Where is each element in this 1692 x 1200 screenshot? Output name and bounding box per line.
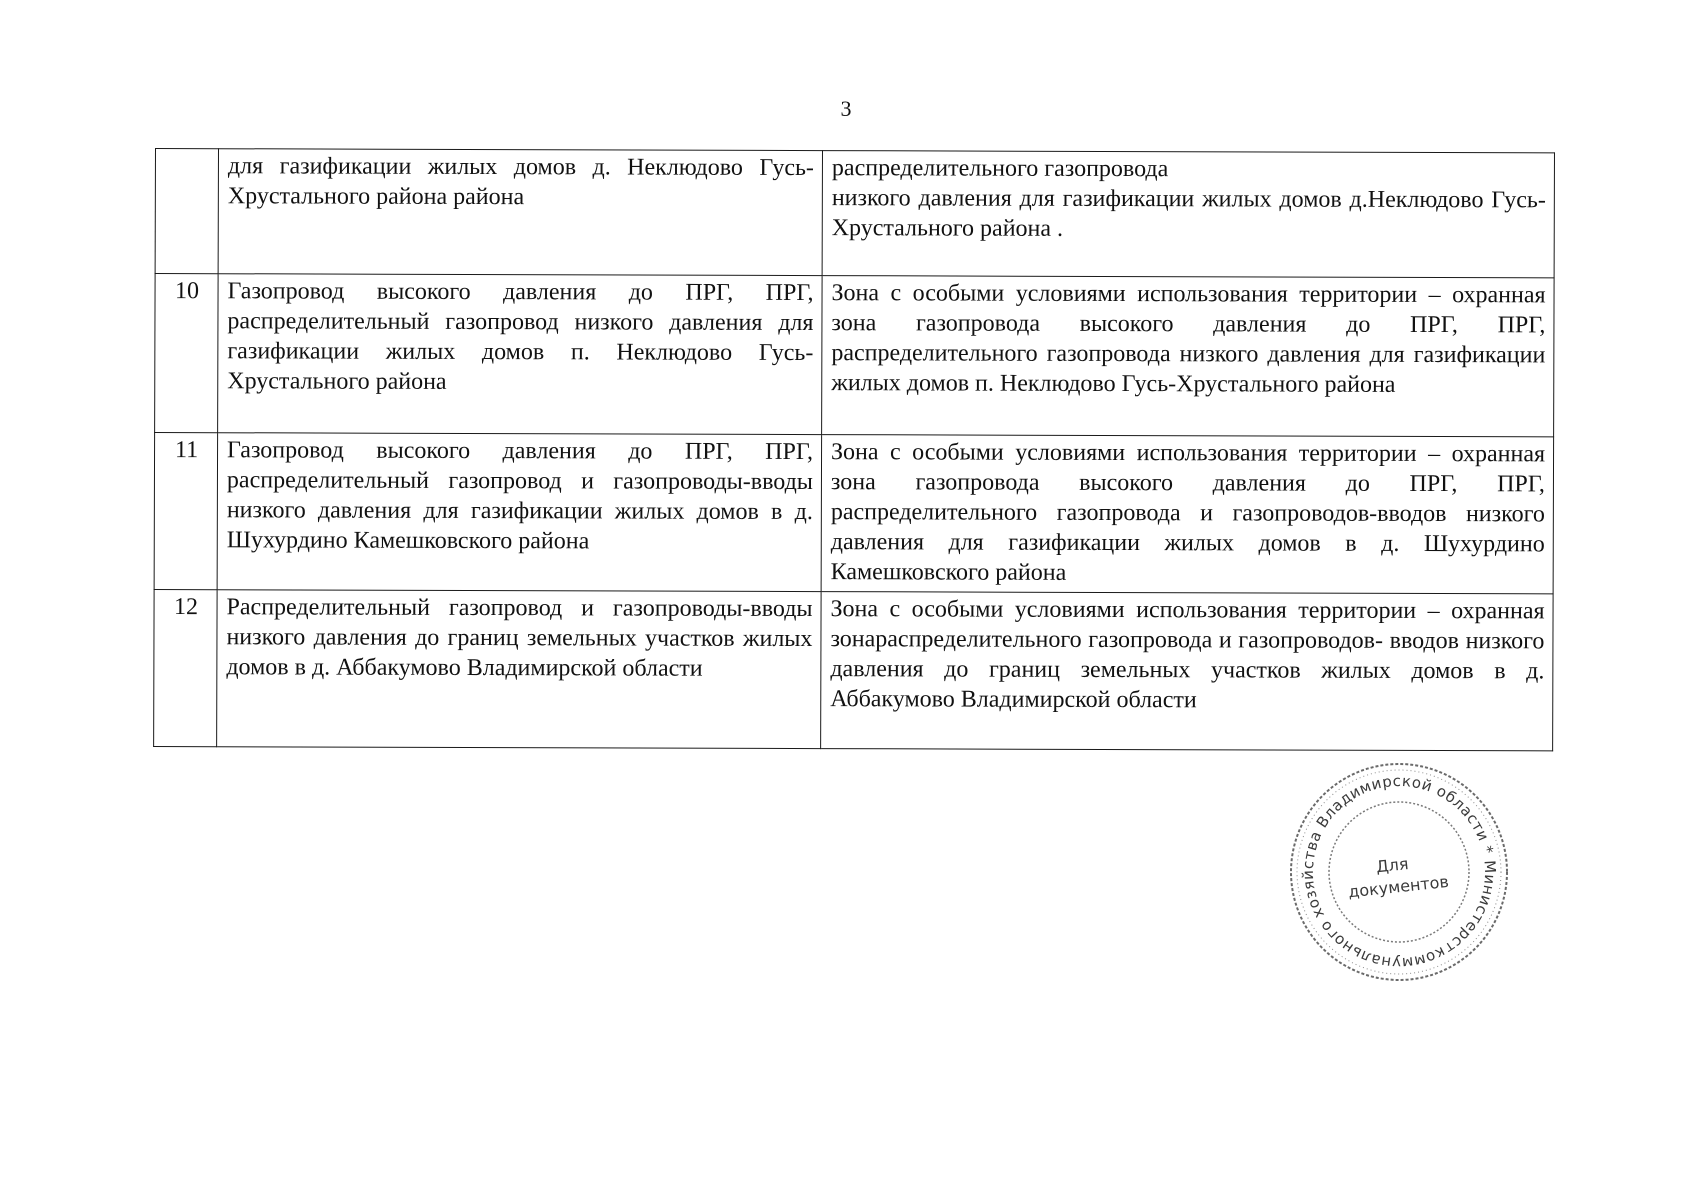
- zone-description: Зона с особыми условиями использования территории – охранная зона газопровода высокого давления до ПРГ, ПРГ, распределительного газопровода низкого давления для газификации жилых домов п. Неклюдово Гусь-Хрустального района: [822, 276, 1554, 437]
- row-number: 10: [155, 274, 218, 433]
- zone-description: Зона с особыми условиями использования территории – охранная зона газопровода высокого давления до ПРГ, ПРГ, распределительного газопровода и газопроводов-вводов низкого давления для газификации жилых домов в д. Шухурдино Камешковского района: [821, 435, 1553, 594]
- object-description: Газопровод высокого давления до ПРГ, ПРГ, распределительный газопровод и газопроводы-вводы низкого давления для газификации жилых домов в д. Шухурдино Камешковского района: [217, 433, 821, 592]
- zone-description: Зона с особыми условиями использования территории – охранная зонараспределительного газопровода и газопроводов- вводов низкого давления до границ земельных участков жилых домов в д. Аббакумово Владимирской области: [821, 592, 1553, 751]
- object-description: Распределительный газопровод и газопроводы-вводы низкого давления до границ земельных участков жилых домов в д. Аббакумово Владимирской области: [217, 590, 821, 749]
- object-description: Газопровод высокого давления до ПРГ, ПРГ, распределительный газопровод низкого давления для газификации жилых домов п. Неклюдово Гусь-Хрустального района: [218, 274, 822, 435]
- stamp-center-line1: Для: [1375, 854, 1410, 877]
- stamp-center-line2: документов: [1347, 871, 1450, 902]
- table-row: [154, 589, 1553, 750]
- row-number: 12: [154, 589, 217, 746]
- stamp-seal-icon: [1285, 758, 1513, 986]
- page-number: 3: [840, 96, 852, 121]
- table-row: [155, 274, 1554, 437]
- zones-table: [153, 148, 1555, 751]
- table-row: [155, 149, 1554, 278]
- row-number: [155, 149, 218, 274]
- stamp-ring-text: коммунального хозяйства Владимирской области * Министерство: [1298, 771, 1500, 973]
- official-stamp: [1285, 758, 1513, 986]
- zone-description: распределительного газопровода низкого давления для газификации жилых домов д.Неклюдово Гусь-Хрустального района .: [822, 151, 1554, 278]
- object-description: для газификации жилых домов д. Неклюдово Гусь-Хрустального района района: [218, 149, 822, 276]
- table-row: [154, 433, 1553, 594]
- row-number: 11: [154, 433, 217, 590]
